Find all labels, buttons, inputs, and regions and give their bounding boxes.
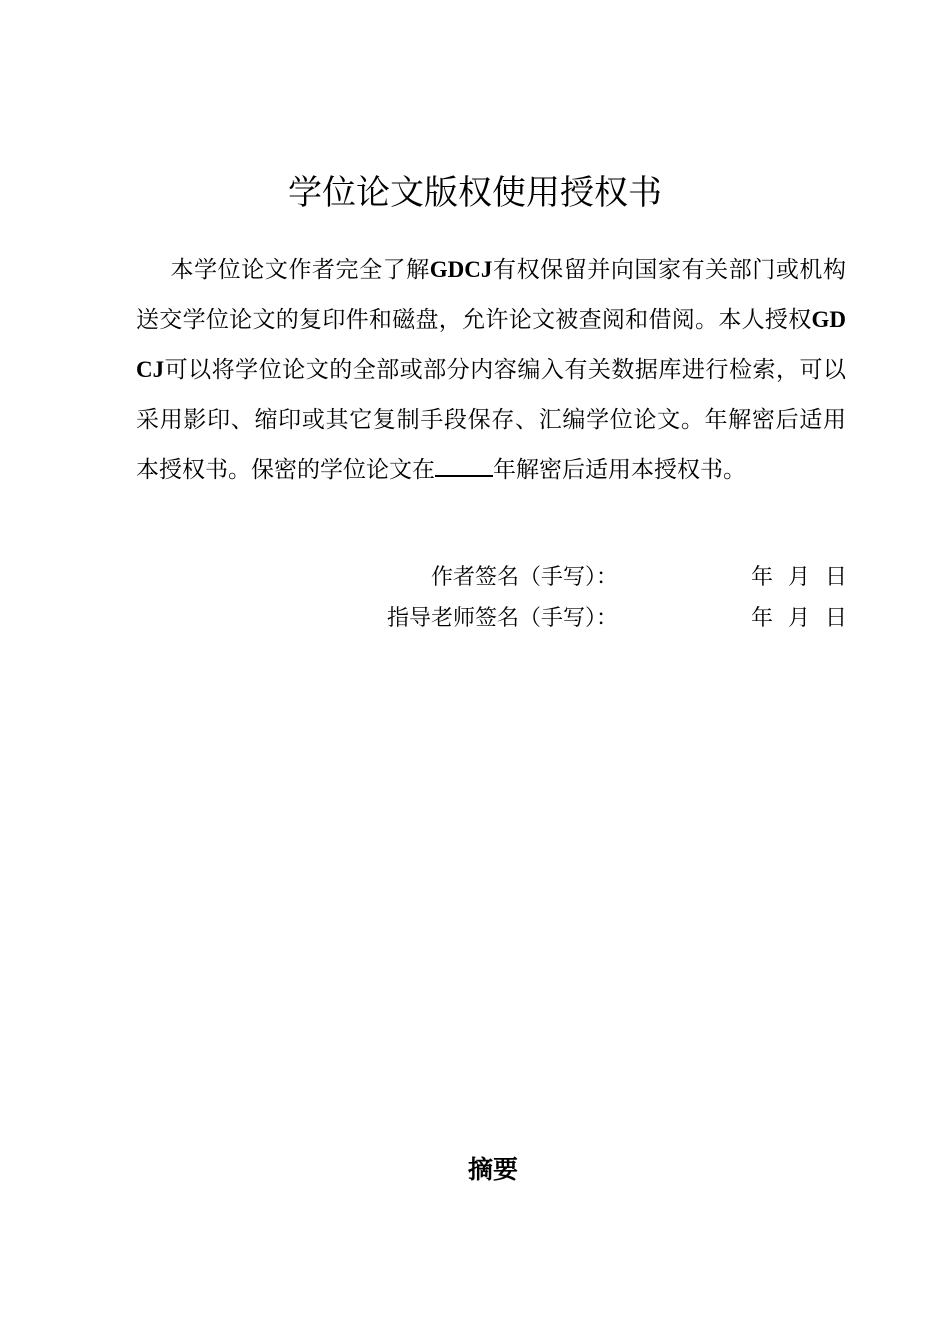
date-day: 日 bbox=[825, 565, 848, 590]
date-year: 年 bbox=[751, 606, 774, 631]
author-signature-row bbox=[0, 560, 950, 596]
date-year: 年 bbox=[751, 565, 774, 590]
advisor-signature-date bbox=[751, 601, 862, 637]
advisor-signature-row bbox=[0, 601, 950, 637]
date-month: 月 bbox=[788, 565, 811, 590]
author-signature-date bbox=[751, 560, 862, 596]
organization-name: GDCJ bbox=[429, 257, 493, 282]
paragraph-text-3: 可以将学位论文的全部或部分内容编入有关数据库进行检索，可以采用影印、缩印或其它复制手段保存、汇编学位论文。年解密后适用本授权书。保密的学位论文在 bbox=[136, 357, 846, 483]
paragraph-text-4: 年解密后适用本授权书。 bbox=[493, 457, 746, 483]
date-month: 月 bbox=[788, 606, 811, 631]
advisor-signature-label: 指导老师签名（手写）： bbox=[386, 606, 618, 631]
page-title: 学位论文版权使用授权书 bbox=[288, 173, 662, 213]
authorization-paragraph bbox=[136, 245, 846, 495]
author-signature-label: 作者签名（手写）： bbox=[430, 565, 618, 590]
date-day: 日 bbox=[825, 606, 848, 631]
paragraph-text-2: 有权保留并向国家有关部门或机构送交学位论文的复印件和磁盘，允许论文被查阅和借阅。本人授权 bbox=[136, 257, 847, 333]
year-blank-line bbox=[435, 453, 493, 477]
paragraph-text-1: 本学位论文作者完全了解 bbox=[170, 257, 430, 283]
abstract-heading: 摘要 bbox=[467, 1155, 518, 1184]
organization-name: GDCJ bbox=[136, 307, 846, 382]
